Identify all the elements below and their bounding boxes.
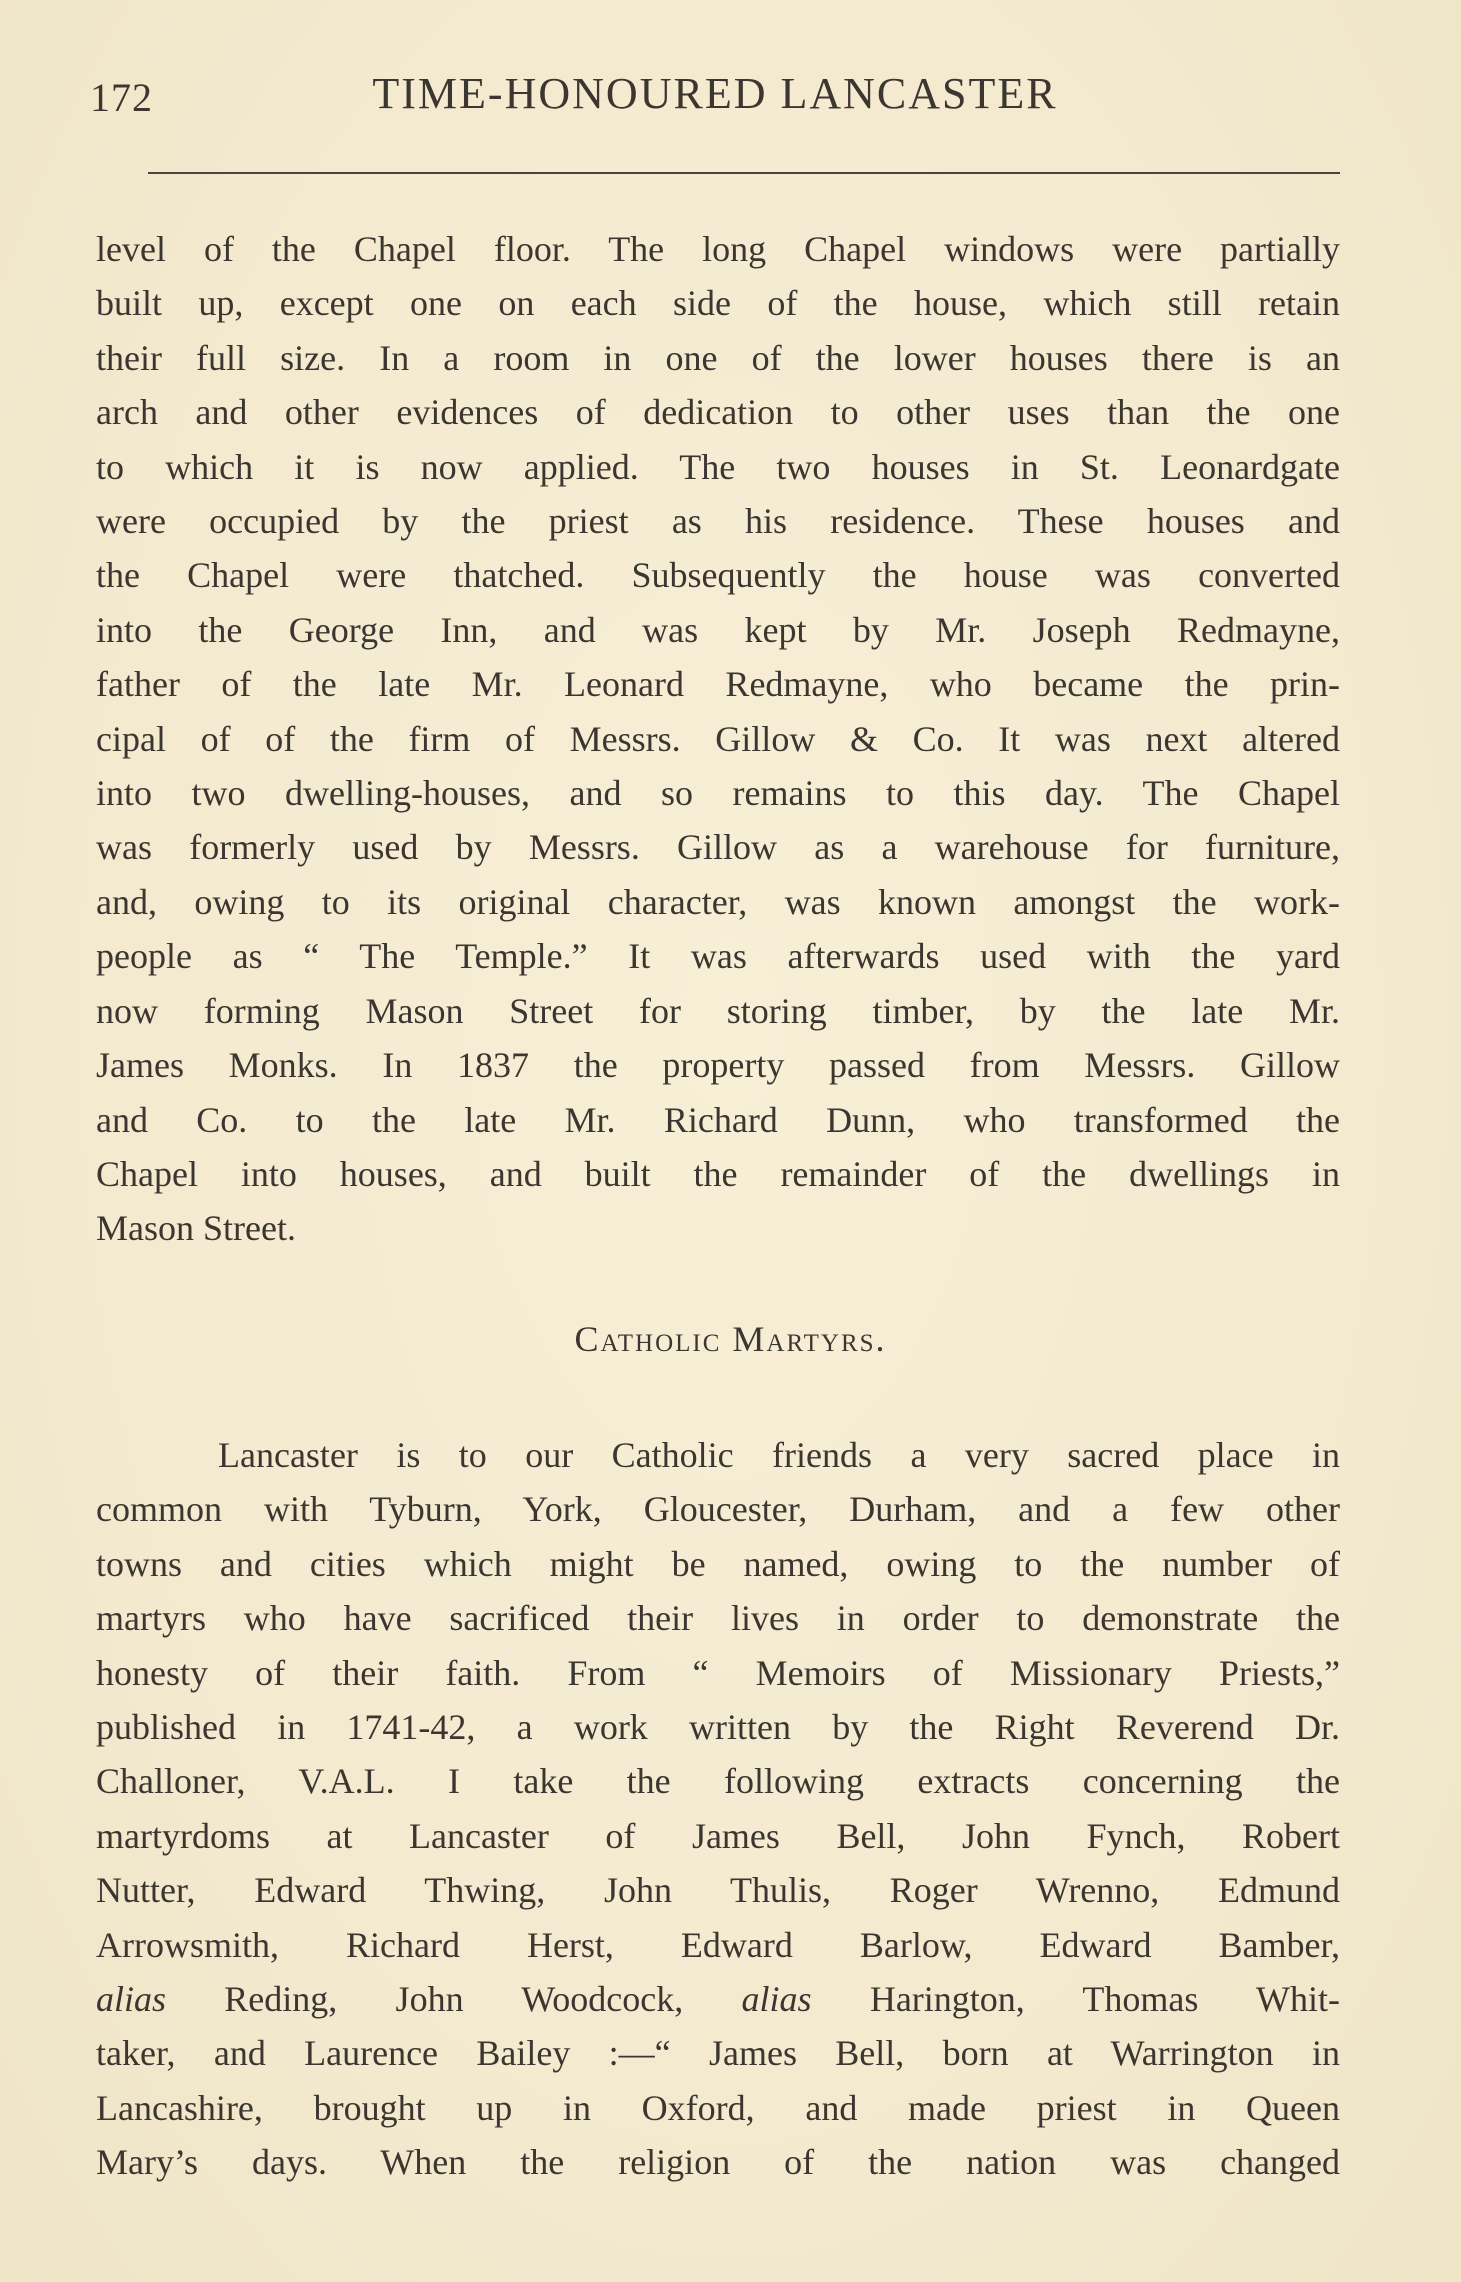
text-line: martyrs who have sacrificed their lives in order to demonstrate the (96, 1598, 1340, 1639)
text-line: James Monks. In 1837 the property passed from Messrs. Gillow (96, 1045, 1340, 1086)
page-number: 172 (90, 75, 153, 120)
text-line: honesty of their faith. From “ Memoirs of Missionary Priests,” (96, 1652, 1340, 1693)
text-line: Lancashire, brought up in Oxford, and made priest in Queen (96, 2087, 1340, 2128)
text-line: Lancaster is to our Catholic friends a very sacred place in (218, 1435, 1340, 1475)
alias-text: Reding, John Woodcock, (166, 1979, 742, 2020)
text-line: Chapel into houses, and built the remainder of the dwellings in (96, 1153, 1340, 1194)
text-line: was formerly used by Messrs. Gillow as a warehouse for furniture, (96, 827, 1340, 868)
text-line: and Co. to the late Mr. Richard Dunn, who transformed the (96, 1099, 1340, 1140)
text-line: towns and cities which might be named, owing to the number of (96, 1543, 1340, 1584)
alias-text: Harington, Thomas Whit- (811, 1979, 1340, 2020)
text-line: people as “ The Temple.” It was afterwards used with the yard (96, 936, 1340, 977)
text-line: now forming Mason Street for storing timber, by the late Mr. (96, 990, 1340, 1031)
text-line: Nutter, Edward Thwing, John Thulis, Roger Wrenno, Edmund (96, 1870, 1340, 1911)
section-heading: Catholic Martyrs. (574, 1319, 887, 1359)
text-line: the Chapel were thatched. Subsequently the house was converted (96, 555, 1340, 596)
text-line-with-alias (96, 1972, 1340, 2026)
text-line: Mason Street. (96, 1208, 296, 1249)
running-head: TIME-HONOURED LANCASTER (372, 69, 1058, 118)
text-line: martyrdoms at Lancaster of James Bell, John Fynch, Robert (96, 1815, 1340, 1856)
text-line: cipal of of the firm of Messrs. Gillow & Co. It was next altered (96, 718, 1340, 759)
paragraph-catholic-martyrs (96, 1428, 1340, 2190)
text-line: into two dwelling-houses, and so remains to this day. The Chapel (96, 773, 1340, 814)
header-rule (148, 172, 1340, 174)
text-line: to which it is now applied. The two houses in St. Leonardgate (96, 446, 1340, 487)
page-header (90, 68, 1340, 128)
text-line: published in 1741-42, a work written by the Right Reverend Dr. (96, 1707, 1340, 1748)
text-line: and, owing to its original character, was known amongst the work- (96, 881, 1340, 922)
text-line: Arrowsmith, Richard Herst, Edward Barlow, Edward Bamber, (96, 1924, 1340, 1965)
text-line: built up, except one on each side of the house, which still retain (96, 283, 1340, 324)
alias-italic: alias (741, 1979, 812, 2020)
text-line: Challoner, V.A.L. I take the following extracts concerning the (96, 1761, 1340, 1802)
paragraph-chapel-history (96, 222, 1340, 1256)
text-line: into the George Inn, and was kept by Mr. Joseph Redmayne, (96, 609, 1340, 650)
text-line: their full size. In a room in one of the lower houses there is an (96, 337, 1340, 378)
alias-italic: alias (96, 1979, 167, 2020)
text-line: Mary’s days. When the religion of the nation was changed (96, 2142, 1340, 2183)
text-line: common with Tyburn, York, Gloucester, Durham, and a few other (96, 1489, 1340, 1530)
text-line: were occupied by the priest as his residence. These houses and (96, 501, 1340, 542)
text-line: father of the late Mr. Leonard Redmayne, who became the prin- (96, 664, 1340, 705)
text-line: taker, and Laurence Bailey :—“ James Bell, born at Warrington in (96, 2033, 1340, 2074)
text-line: arch and other evidences of dedication to other uses than the one (96, 392, 1340, 433)
text-line: level of the Chapel floor. The long Chapel windows were partially (96, 229, 1340, 269)
